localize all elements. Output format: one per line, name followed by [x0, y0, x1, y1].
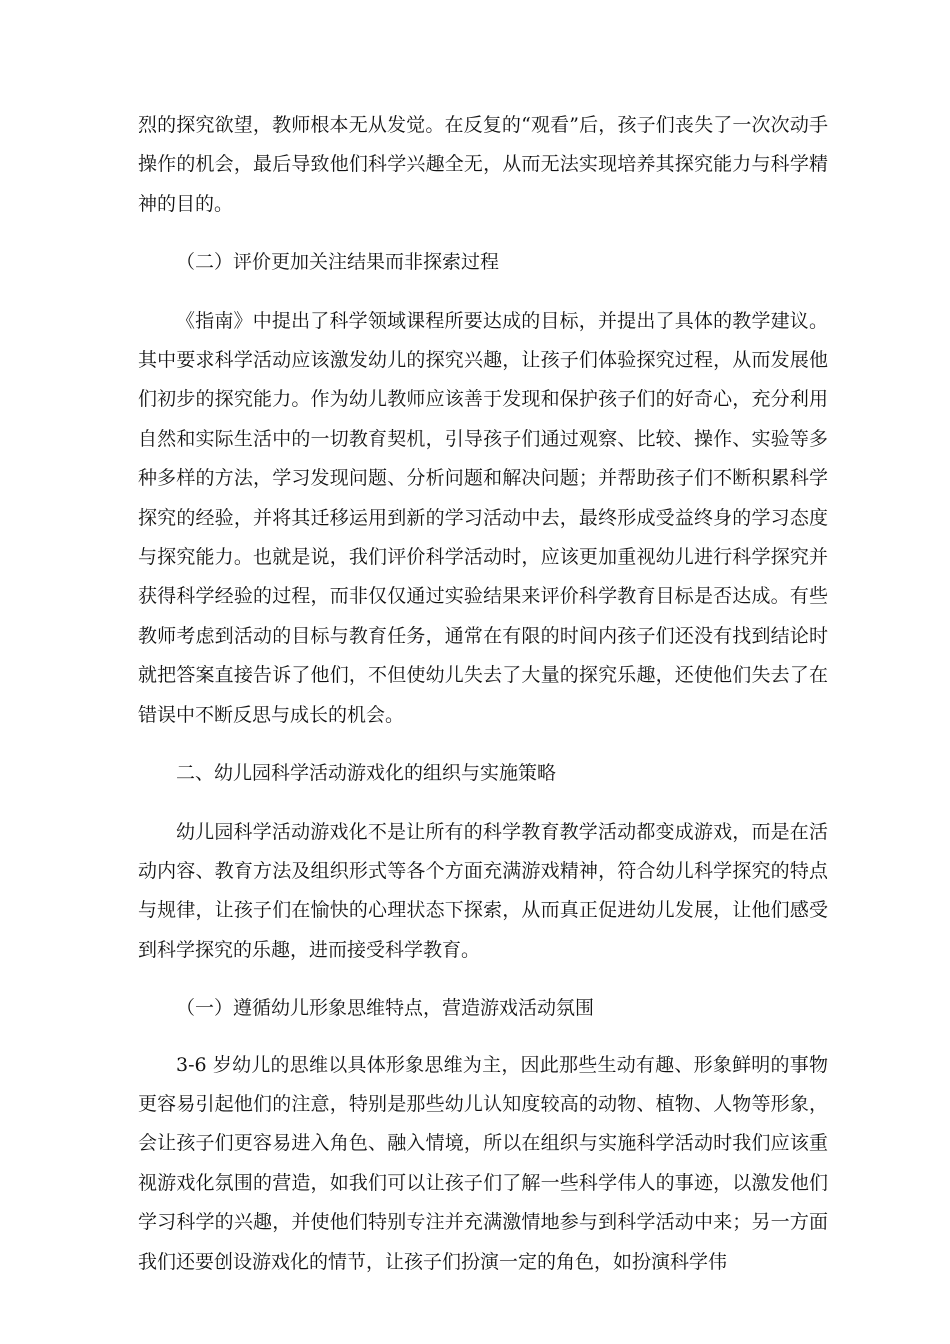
- paragraph-continued: 烈的探究欲望，教师根本无从发觉。在反复的“观看”后，孩子们丧失了一次次动手操作的机会，最后导致他们科学兴趣全无，从而无法实现培养其探究能力与科学精神的目的。: [138, 114, 828, 215]
- spacer: [138, 735, 828, 754]
- spacer: [138, 283, 828, 302]
- section-heading-strategies: 二、幼儿园科学活动游戏化的组织与实施策略: [176, 762, 557, 785]
- spacer: [138, 794, 828, 813]
- paragraph-gamification: 幼儿园科学活动游戏化不是让所有的科学教育教学活动都变成游戏，而是在活动内容、教育方法及组织形式等各个方面充满游戏精神，符合幼儿科学探究的特点与规律，让孩子们在愉快的心理状态下探索，从而真正促进幼儿发展，让他们感受到科学探究的乐趣，进而接受科学教育。: [138, 820, 828, 961]
- spacer: [138, 224, 828, 243]
- paragraph-guide: 《指南》中提出了科学领域课程所要达成的目标，并提出了具体的教学建议。其中要求科学活动应该激发幼儿的探究兴趣，让孩子们体验探究过程，从而发展他们初步的探究能力。作为幼儿教师应该善于发现和保护孩子们的好奇心，充分利用自然和实际生活中的一切教育契机，引导孩子们通过观察、比较、操作、实验等多种多样的方法，学习发现问题、分析问题和解决问题；并帮助孩子们不断积累科学探究的经验，并将其迁移运用到新的学习活动中去，最终形成受益终身的学习态度与探究能力。也就是说，我们评价科学活动时，应该更加重视幼儿进行科学探究并获得科学经验的过程，而非仅仅通过实验结果来评价科学教育目标是否达成。有些教师考虑到活动的目标与教育任务，通常在有限的时间内孩子们还没有找到结论时就把答案直接告诉了他们，不但使幼儿失去了大量的探究乐趣，还使他们失去了在错误中不断反思与成长的机会。: [138, 309, 828, 726]
- section-heading-imagery: （一）遵循幼儿形象思维特点，营造游戏活动氛围: [176, 997, 595, 1020]
- paragraph-thinking: 3-6 岁幼儿的思维以具体形象思维为主，因此那些生动有趣、形象鲜明的事物更容易引起他们的注意，特别是那些幼儿认知度较高的动物、植物、人物等形象，会让孩子们更容易进入角色、融入情境，所以在组织与实施科学活动时我们应该重视游戏化氛围的营造，如我们可以让孩子们了解一些科学伟人的事迹，以激发他们学习科学的兴趣，并使他们特别专注并充满激情地参与到科学活动中来；另一方面我们还要创设游戏化的情节，让孩子们扮演一定的角色，如扮演科学伟: [138, 1053, 828, 1273]
- section-heading-evaluation: （二）评价更加关注结果而非探索过程: [176, 251, 500, 274]
- document-page: [138, 106, 828, 1282]
- spacer: [138, 970, 828, 989]
- spacer: [138, 1029, 828, 1046]
